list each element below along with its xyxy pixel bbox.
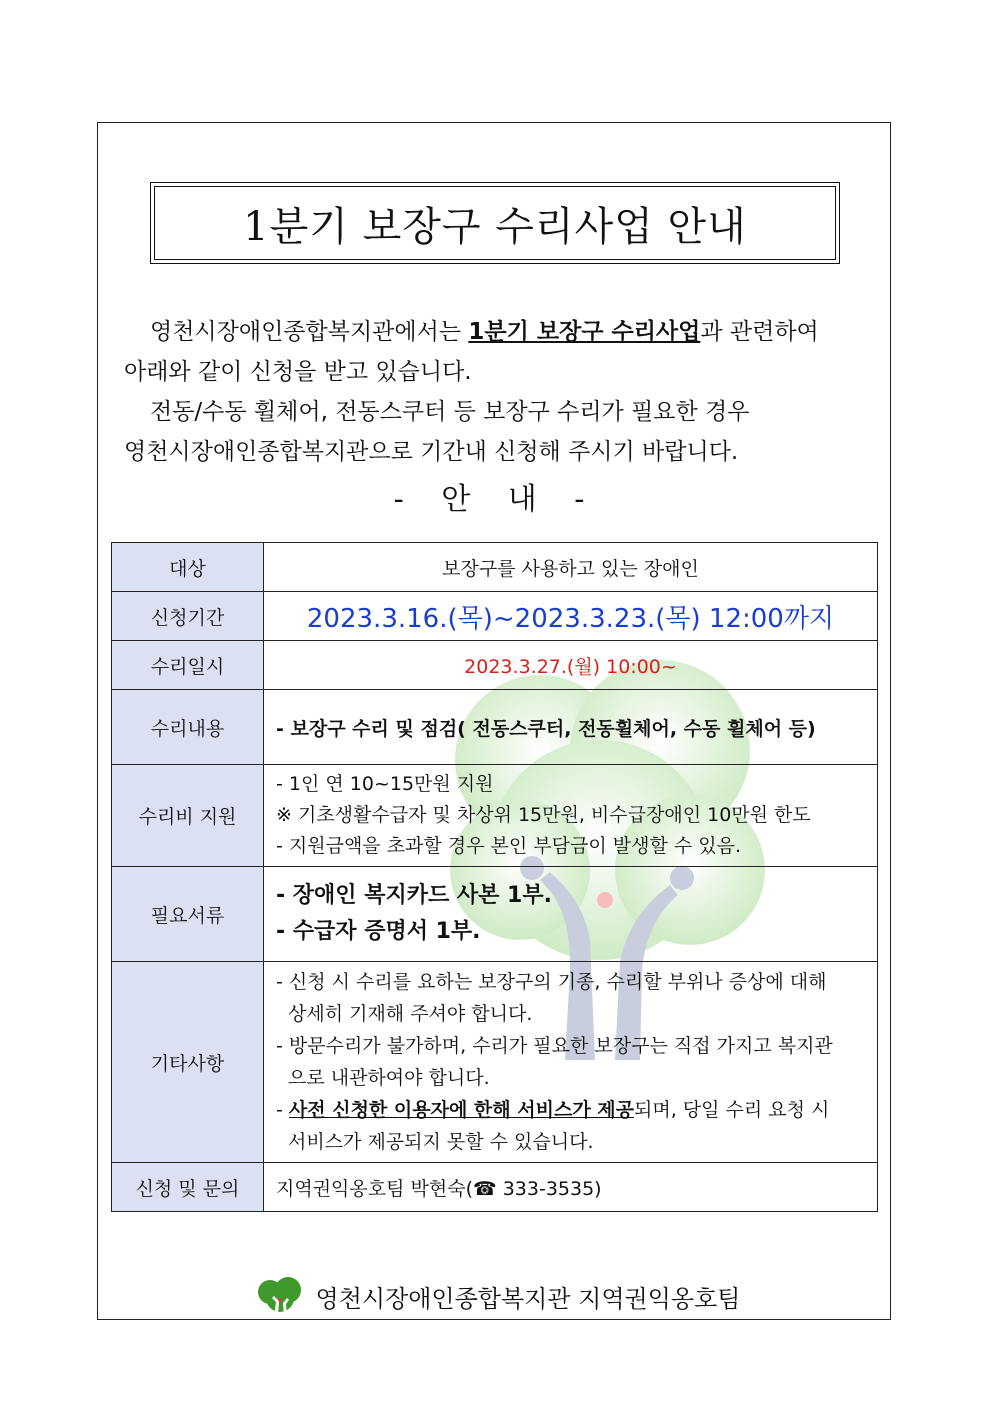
- etc-label: 기타사항: [112, 962, 264, 1163]
- contact-phone: 333-3535): [496, 1177, 602, 1200]
- etc-line: - 신청 시 수리를 요하는 보장구의 기종, 수리할 부위나 증상에 대해: [276, 971, 827, 993]
- contact-value: [264, 1163, 878, 1212]
- period-value: 2023.3.16.(목)~2023.3.23.(목) 12:00까지: [264, 592, 878, 641]
- intro-line-1: [124, 312, 884, 352]
- cost-line: - 지원금액을 초과할 경우 본인 부담금이 발생할 수 있음.: [276, 835, 742, 857]
- etc-line: 상세히 기재해 주셔야 합니다.: [288, 1003, 533, 1025]
- section-subtitle: - 안 내 -: [393, 482, 599, 517]
- table-row: [112, 867, 878, 962]
- title-box: [150, 182, 840, 264]
- page-title: 1분기 보장구 수리사업 안내: [154, 186, 836, 260]
- cost-line: ※ 기초생활수급자 및 차상위 15만원, 비수급장애인 10만원 한도: [276, 804, 811, 826]
- docs-line: - 수급자 증명서 1부.: [276, 919, 481, 944]
- intro-line-2: 아래와 같이 신청을 받고 있습니다.: [124, 359, 472, 385]
- intro-text: [124, 312, 884, 472]
- docs-label: 필요서류: [112, 867, 264, 962]
- footer: [0, 1276, 992, 1316]
- phone-icon: ☎: [473, 1177, 497, 1200]
- etc-value: [264, 962, 878, 1163]
- table-row: [112, 962, 878, 1163]
- table-row: [112, 592, 878, 641]
- content-label: 수리내용: [112, 690, 264, 765]
- table-row: [112, 641, 878, 690]
- table-row: [112, 1163, 878, 1212]
- repair-date-value: 2023.3.27.(월) 10:00~: [264, 641, 878, 690]
- intro-line-3: 전동/수동 휠체어, 전동스쿠터 등 보장구 수리가 필요한 경우: [150, 399, 750, 425]
- table-row: [112, 690, 878, 765]
- etc-line: 서비스가 제공되지 못할 수 있습니다.: [288, 1131, 594, 1153]
- table-row: [112, 765, 878, 867]
- intro-text-part: 과 관련하여: [700, 319, 819, 345]
- docs-value: [264, 867, 878, 962]
- table-row: [112, 543, 878, 592]
- target-label: 대상: [112, 543, 264, 592]
- contact-label: 신청 및 문의: [112, 1163, 264, 1212]
- etc-line: - 방문수리가 불가하며, 수리가 필요한 보장구는 직접 가지고 복지관: [276, 1035, 833, 1057]
- etc-line: [276, 1094, 865, 1126]
- org-logo-icon: [252, 1276, 308, 1316]
- intro-emphasis: 1분기 보장구 수리사업: [468, 319, 701, 345]
- etc-emphasis: 사전 신청한 이용자에 한해 서비스가 제공: [288, 1099, 634, 1121]
- etc-line: 으로 내관하여야 합니다.: [288, 1067, 490, 1089]
- intro-text-part: 영천시장애인종합복지관에서는: [150, 319, 469, 345]
- etc-text-part: -: [276, 1099, 289, 1121]
- intro-line-4: 영천시장애인종합복지관으로 기간내 신청해 주시기 바랍니다.: [124, 439, 739, 465]
- period-label: 신청기간: [112, 592, 264, 641]
- repair-date-label: 수리일시: [112, 641, 264, 690]
- info-table: [111, 542, 878, 1212]
- target-value: 보장구를 사용하고 있는 장애인: [264, 543, 878, 592]
- contact-name: 지역권익옹호팀 박현숙(: [276, 1177, 473, 1200]
- footer-org-name: 영천시장애인종합복지관 지역권익옹호팀: [315, 1284, 741, 1313]
- cost-line: - 1인 연 10~15만원 지원: [276, 773, 494, 795]
- cost-value: [264, 765, 878, 867]
- content-value: - 보장구 수리 및 점검( 전동스쿠터, 전동휠체어, 수동 휠체어 등): [264, 690, 878, 765]
- docs-line: - 장애인 복지카드 사본 1부.: [276, 883, 552, 908]
- etc-text-part: 되며, 당일 수리 요청 시: [634, 1099, 830, 1121]
- cost-label: 수리비 지원: [112, 765, 264, 867]
